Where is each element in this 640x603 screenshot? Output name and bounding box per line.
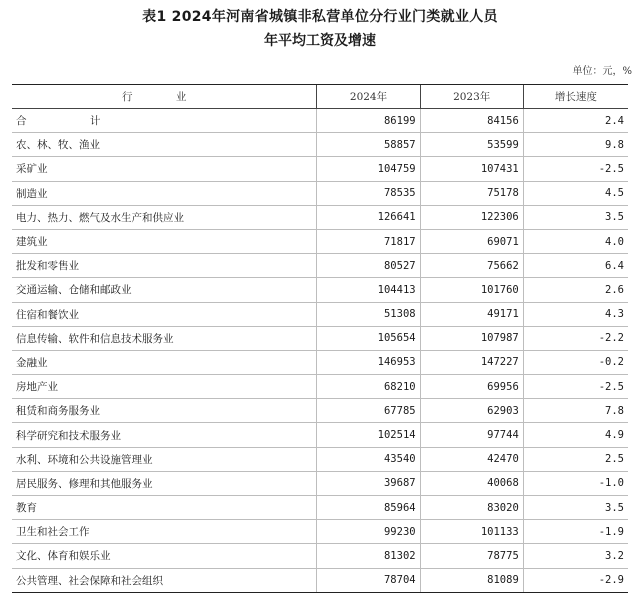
cell-growth: -1.0 xyxy=(523,471,628,495)
table-row xyxy=(12,302,628,326)
table-row xyxy=(12,109,628,133)
cell-2023: 53599 xyxy=(420,133,523,157)
cell-industry: 交通运输、仓储和邮政业 xyxy=(12,278,317,302)
cell-2024: 68210 xyxy=(317,375,420,399)
cell-growth: 3.5 xyxy=(523,205,628,229)
table-row xyxy=(12,350,628,374)
cell-2023: 107431 xyxy=(420,157,523,181)
cell-2023: 81089 xyxy=(420,568,523,592)
table-row xyxy=(12,326,628,350)
table-row xyxy=(12,568,628,592)
cell-2023: 42470 xyxy=(420,447,523,471)
cell-2024: 146953 xyxy=(317,350,420,374)
table-header xyxy=(12,85,628,109)
cell-2023: 49171 xyxy=(420,302,523,326)
table-row xyxy=(12,544,628,568)
cell-industry: 采矿业 xyxy=(12,157,317,181)
table-body xyxy=(12,109,628,593)
cell-industry: 制造业 xyxy=(12,181,317,205)
cell-growth: -2.2 xyxy=(523,326,628,350)
cell-industry: 合 计 xyxy=(12,109,317,133)
cell-industry: 信息传输、软件和信息技术服务业 xyxy=(12,326,317,350)
cell-growth: -2.9 xyxy=(523,568,628,592)
cell-industry: 租赁和商务服务业 xyxy=(12,399,317,423)
cell-2024: 86199 xyxy=(317,109,420,133)
cell-growth: 4.9 xyxy=(523,423,628,447)
cell-2024: 105654 xyxy=(317,326,420,350)
cell-growth: -0.2 xyxy=(523,350,628,374)
cell-industry: 居民服务、修理和其他服务业 xyxy=(12,471,317,495)
cell-industry: 电力、热力、燃气及水生产和供应业 xyxy=(12,205,317,229)
cell-2023: 84156 xyxy=(420,109,523,133)
cell-2024: 102514 xyxy=(317,423,420,447)
cell-growth: 4.5 xyxy=(523,181,628,205)
table-row xyxy=(12,133,628,157)
cell-2024: 104759 xyxy=(317,157,420,181)
table-row xyxy=(12,205,628,229)
table-row xyxy=(12,278,628,302)
cell-2024: 43540 xyxy=(317,447,420,471)
cell-growth: 2.4 xyxy=(523,109,628,133)
table-row xyxy=(12,157,628,181)
header-row xyxy=(12,85,628,109)
cell-growth: 3.2 xyxy=(523,544,628,568)
cell-2024: 71817 xyxy=(317,229,420,253)
cell-growth: 9.8 xyxy=(523,133,628,157)
cell-industry: 金融业 xyxy=(12,350,317,374)
cell-2023: 78775 xyxy=(420,544,523,568)
cell-industry: 建筑业 xyxy=(12,229,317,253)
cell-growth: -1.9 xyxy=(523,520,628,544)
table-row xyxy=(12,496,628,520)
cell-2023: 147227 xyxy=(420,350,523,374)
unit-note: 单位：元，% xyxy=(572,66,632,77)
cell-2023: 69956 xyxy=(420,375,523,399)
cell-growth: 4.0 xyxy=(523,229,628,253)
cell-2024: 80527 xyxy=(317,254,420,278)
cell-2024: 58857 xyxy=(317,133,420,157)
cell-industry: 住宿和餐饮业 xyxy=(12,302,317,326)
table-row xyxy=(12,520,628,544)
cell-growth: -2.5 xyxy=(523,375,628,399)
header-2023: 2023年 xyxy=(420,85,523,109)
cell-industry: 水利、环境和公共设施管理业 xyxy=(12,447,317,471)
cell-industry: 公共管理、社会保障和社会组织 xyxy=(12,568,317,592)
cell-2023: 101133 xyxy=(420,520,523,544)
cell-2023: 62903 xyxy=(420,399,523,423)
cell-growth: 7.8 xyxy=(523,399,628,423)
cell-2024: 85964 xyxy=(317,496,420,520)
cell-industry: 房地产业 xyxy=(12,375,317,399)
table-row xyxy=(12,447,628,471)
cell-2024: 99230 xyxy=(317,520,420,544)
table-row xyxy=(12,471,628,495)
cell-2023: 101760 xyxy=(420,278,523,302)
cell-2023: 40068 xyxy=(420,471,523,495)
table-row xyxy=(12,375,628,399)
cell-growth: 6.4 xyxy=(523,254,628,278)
cell-2023: 75662 xyxy=(420,254,523,278)
cell-2024: 67785 xyxy=(317,399,420,423)
cell-2024: 81302 xyxy=(317,544,420,568)
table-row xyxy=(12,399,628,423)
wage-table xyxy=(12,84,628,593)
header-2024: 2024年 xyxy=(317,85,420,109)
cell-2024: 78535 xyxy=(317,181,420,205)
cell-2024: 39687 xyxy=(317,471,420,495)
cell-industry: 科学研究和技术服务业 xyxy=(12,423,317,447)
cell-2023: 75178 xyxy=(420,181,523,205)
cell-2023: 122306 xyxy=(420,205,523,229)
cell-growth: 3.5 xyxy=(523,496,628,520)
cell-growth: -2.5 xyxy=(523,157,628,181)
header-growth: 增长速度 xyxy=(523,85,628,109)
cell-industry: 农、林、牧、渔业 xyxy=(12,133,317,157)
table-row xyxy=(12,254,628,278)
cell-2024: 126641 xyxy=(317,205,420,229)
table-row xyxy=(12,229,628,253)
cell-2024: 78704 xyxy=(317,568,420,592)
cell-industry: 文化、体育和娱乐业 xyxy=(12,544,317,568)
cell-growth: 2.6 xyxy=(523,278,628,302)
cell-2024: 51308 xyxy=(317,302,420,326)
cell-growth: 2.5 xyxy=(523,447,628,471)
header-industry: 行 业 xyxy=(12,85,317,109)
table-row xyxy=(12,181,628,205)
cell-growth: 4.3 xyxy=(523,302,628,326)
table-row xyxy=(12,423,628,447)
table-subtitle: 年平均工资及增速 xyxy=(264,33,376,49)
table-title: 表1 2024年河南省城镇非私营单位分行业门类就业人员 xyxy=(142,9,498,25)
cell-industry: 批发和零售业 xyxy=(12,254,317,278)
cell-2024: 104413 xyxy=(317,278,420,302)
cell-industry: 教育 xyxy=(12,496,317,520)
cell-2023: 107987 xyxy=(420,326,523,350)
cell-2023: 69071 xyxy=(420,229,523,253)
cell-2023: 97744 xyxy=(420,423,523,447)
cell-2023: 83020 xyxy=(420,496,523,520)
cell-industry: 卫生和社会工作 xyxy=(12,520,317,544)
